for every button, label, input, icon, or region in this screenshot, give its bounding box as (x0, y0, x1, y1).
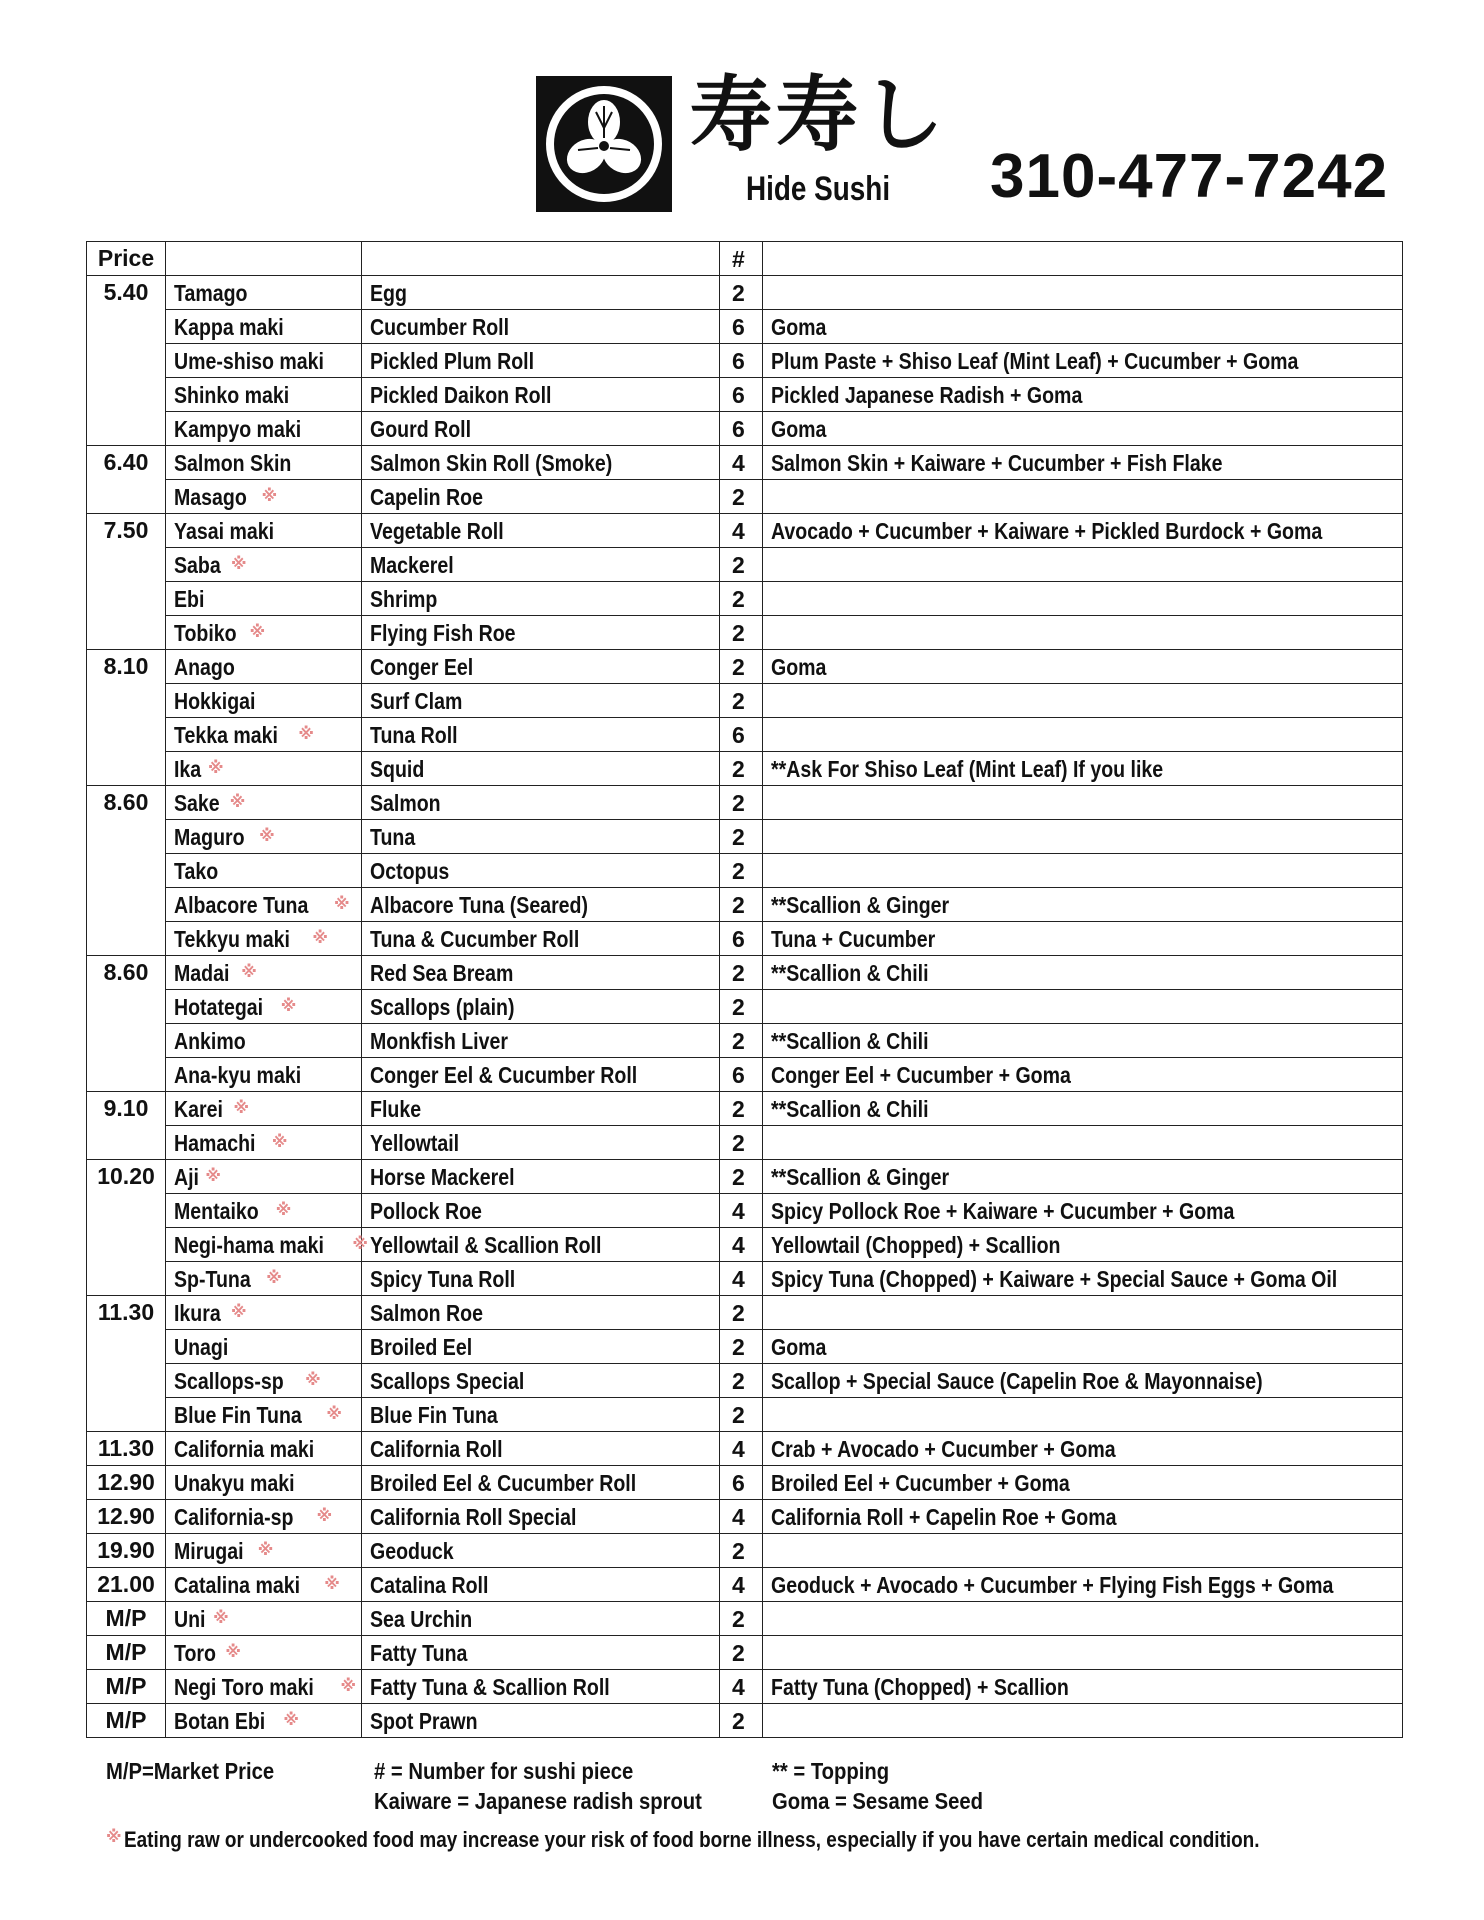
item-notes (763, 276, 1403, 310)
table-row (87, 1534, 1403, 1568)
piece-count: 6 (720, 922, 763, 956)
raw-warning-icon: ※ (275, 1201, 292, 1219)
item-notes (763, 1704, 1403, 1738)
item-name: Hamachi ※ (166, 1126, 362, 1160)
piece-count: 4 (720, 1500, 763, 1534)
item-notes: **Scallion & Chili (763, 956, 1403, 990)
table-row (87, 684, 1403, 718)
item-english: Salmon Roe (362, 1296, 720, 1330)
item-name: Tako (166, 854, 362, 888)
table-row (87, 718, 1403, 752)
price-cell: M/P (87, 1670, 166, 1704)
piece-count: 4 (720, 1568, 763, 1602)
topping-note: ** = Topping (772, 1758, 890, 1784)
table-row (87, 1126, 1403, 1160)
raw-warning-icon: ※ (207, 759, 224, 777)
item-notes: **Scallion & Ginger (763, 1160, 1403, 1194)
table-row (87, 1432, 1403, 1466)
table-row (87, 922, 1403, 956)
raw-warning-icon: ※ (249, 623, 266, 641)
table-row (87, 310, 1403, 344)
piece-count: 2 (720, 276, 763, 310)
piece-count: 2 (720, 684, 763, 718)
item-english: Pollock Roe (362, 1194, 720, 1228)
flower-crest-icon (536, 76, 672, 212)
item-name: Kampyo maki (166, 412, 362, 446)
table-row (87, 276, 1403, 310)
price-cell: 8.10 (87, 650, 166, 786)
piece-count: 2 (720, 888, 763, 922)
price-cell: 10.20 (87, 1160, 166, 1296)
header-name (166, 242, 362, 276)
raw-warning-icon: ※ (225, 1643, 241, 1661)
piece-count: 2 (720, 1534, 763, 1568)
logo-kanji: 寿寿し (690, 67, 949, 163)
item-name: Karei ※ (166, 1092, 362, 1126)
piece-count: 2 (720, 616, 763, 650)
item-notes: Broiled Eel + Cucumber + Goma (763, 1466, 1403, 1500)
piece-count: 2 (720, 1398, 763, 1432)
raw-warning-icon: ※ (271, 1133, 288, 1151)
table-row (87, 412, 1403, 446)
piece-count: 2 (720, 1364, 763, 1398)
item-notes (763, 616, 1403, 650)
item-english: Spot Prawn (362, 1704, 720, 1738)
item-notes (763, 582, 1403, 616)
item-name: Ebi (166, 582, 362, 616)
item-english: Broiled Eel (362, 1330, 720, 1364)
item-english: Salmon (362, 786, 720, 820)
kaiware-note: Kaiware = Japanese radish sprout (374, 1788, 702, 1814)
raw-warning-icon: ※ (257, 1541, 274, 1559)
table-row (87, 956, 1403, 990)
item-notes (763, 1398, 1403, 1432)
table-row (87, 1160, 1403, 1194)
item-notes: Crab + Avocado + Cucumber + Goma (763, 1432, 1403, 1466)
price-cell: 8.60 (87, 956, 166, 1092)
item-notes (763, 718, 1403, 752)
piece-count: 2 (720, 480, 763, 514)
piece-count: 6 (720, 1466, 763, 1500)
item-name: Sp-Tuna ※ (166, 1262, 362, 1296)
item-name: Madai ※ (166, 956, 362, 990)
item-name: Negi-hama maki ※ (166, 1228, 362, 1262)
table-row (87, 1568, 1403, 1602)
piece-count: 2 (720, 1126, 763, 1160)
item-notes: Pickled Japanese Radish + Goma (763, 378, 1403, 412)
item-english: California Roll Special (362, 1500, 720, 1534)
item-notes (763, 990, 1403, 1024)
item-english: Sea Urchin (362, 1602, 720, 1636)
header-notes (763, 242, 1403, 276)
item-name: Tobiko ※ (166, 616, 362, 650)
piece-count: 4 (720, 1670, 763, 1704)
table-row (87, 344, 1403, 378)
item-english: Spicy Tuna Roll (362, 1262, 720, 1296)
item-notes: Spicy Tuna (Chopped) + Kaiware + Special Sauce + Goma Oil (763, 1262, 1403, 1296)
item-english: Blue Fin Tuna (362, 1398, 720, 1432)
item-name: Sake ※ (166, 786, 362, 820)
raw-warning-icon: ※ (261, 487, 278, 505)
piece-count: 6 (720, 378, 763, 412)
item-english: Shrimp (362, 582, 720, 616)
raw-warning-icon: ※ (316, 1507, 333, 1525)
raw-warning-icon: ※ (352, 1235, 368, 1253)
page-header (0, 0, 1484, 240)
piece-count: 2 (720, 990, 763, 1024)
item-name: Uni ※ (166, 1602, 362, 1636)
item-english: Pickled Plum Roll (362, 344, 720, 378)
item-notes: Tuna + Cucumber (763, 922, 1403, 956)
price-cell: 6.40 (87, 446, 166, 514)
table-row (87, 1466, 1403, 1500)
item-notes: Scallop + Special Sauce (Capelin Roe & Mayonnaise) (763, 1364, 1403, 1398)
table-row (87, 378, 1403, 412)
item-english: Tuna Roll (362, 718, 720, 752)
piece-count: 4 (720, 1228, 763, 1262)
raw-warning-icon: ※ (213, 1609, 229, 1627)
menu-body (87, 276, 1403, 1738)
piece-count: 4 (720, 1432, 763, 1466)
piece-count: 2 (720, 1602, 763, 1636)
item-english: Octopus (362, 854, 720, 888)
phone-number: 310-477-7242 (990, 142, 1389, 211)
item-english: Salmon Skin Roll (Smoke) (362, 446, 720, 480)
item-name: Mirugai ※ (166, 1534, 362, 1568)
item-name: Tekka maki ※ (166, 718, 362, 752)
table-row (87, 1092, 1403, 1126)
item-name: Blue Fin Tuna ※ (166, 1398, 362, 1432)
item-name: Scallops-sp ※ (166, 1364, 362, 1398)
price-cell: 9.10 (87, 1092, 166, 1160)
piece-count: 6 (720, 1058, 763, 1092)
table-row (87, 514, 1403, 548)
item-name: Yasai maki (166, 514, 362, 548)
price-cell: 7.50 (87, 514, 166, 650)
item-notes: Goma (763, 310, 1403, 344)
table-row (87, 1364, 1403, 1398)
item-notes (763, 1602, 1403, 1636)
raw-warning-icon: ※ (230, 555, 247, 573)
raw-warning-icon: ※ (106, 1829, 122, 1846)
item-notes: Plum Paste + Shiso Leaf (Mint Leaf) + Cucumber + Goma (763, 344, 1403, 378)
item-notes (763, 854, 1403, 888)
table-row (87, 1704, 1403, 1738)
price-cell: 12.90 (87, 1500, 166, 1534)
item-name: Ankimo (166, 1024, 362, 1058)
item-name: California maki (166, 1432, 362, 1466)
price-cell: M/P (87, 1704, 166, 1738)
item-name: Unakyu maki (166, 1466, 362, 1500)
raw-warning-icon: ※ (233, 1099, 250, 1117)
item-name: Tekkyu maki ※ (166, 922, 362, 956)
price-cell: 5.40 (87, 276, 166, 446)
piece-count: 6 (720, 412, 763, 446)
item-english: Conger Eel & Cucumber Roll (362, 1058, 720, 1092)
raw-warning-icon: ※ (324, 1575, 340, 1593)
item-name: Kappa maki (166, 310, 362, 344)
piece-count: 2 (720, 1160, 763, 1194)
raw-warning-icon: ※ (259, 827, 275, 845)
item-english: Yellowtail & Scallion Roll (362, 1228, 720, 1262)
item-notes: Spicy Pollock Roe + Kaiware + Cucumber + Goma (763, 1194, 1403, 1228)
piece-count: 2 (720, 820, 763, 854)
table-row (87, 820, 1403, 854)
piece-count: 4 (720, 1194, 763, 1228)
raw-warning-icon: ※ (266, 1269, 282, 1287)
price-cell: 19.90 (87, 1534, 166, 1568)
item-english: Albacore Tuna (Seared) (362, 888, 720, 922)
item-english: Tuna (362, 820, 720, 854)
item-notes (763, 480, 1403, 514)
item-name: Ana-kyu maki (166, 1058, 362, 1092)
item-english: Horse Mackerel (362, 1160, 720, 1194)
price-cell: 21.00 (87, 1568, 166, 1602)
raw-warning-icon: ※ (229, 793, 246, 811)
price-cell: 11.30 (87, 1296, 166, 1432)
item-english: Geoduck (362, 1534, 720, 1568)
item-notes: Goma (763, 1330, 1403, 1364)
piece-count: 2 (720, 548, 763, 582)
item-notes: Yellowtail (Chopped) + Scallion (763, 1228, 1403, 1262)
item-notes (763, 1126, 1403, 1160)
goma-note: Goma = Sesame Seed (772, 1788, 983, 1814)
table-row (87, 854, 1403, 888)
piece-count: 4 (720, 1262, 763, 1296)
item-name: Aji ※ (166, 1160, 362, 1194)
item-name: Salmon Skin (166, 446, 362, 480)
table-row (87, 1500, 1403, 1534)
table-row (87, 1194, 1403, 1228)
table-row (87, 752, 1403, 786)
price-cell: 12.90 (87, 1466, 166, 1500)
raw-food-disclaimer: ※Eating raw or undercooked food may increase your risk of food borne illness, especially if you have certain medical condition. (106, 1827, 1260, 1852)
item-name: Unagi (166, 1330, 362, 1364)
menu-table (86, 241, 1403, 1738)
item-name: Shinko maki (166, 378, 362, 412)
item-name: Mentaiko ※ (166, 1194, 362, 1228)
logo (536, 76, 672, 212)
item-notes: Goma (763, 650, 1403, 684)
price-cell: 11.30 (87, 1432, 166, 1466)
piece-count: 2 (720, 1092, 763, 1126)
item-name: Ume-shiso maki (166, 344, 362, 378)
piece-count: 2 (720, 786, 763, 820)
item-english: California Roll (362, 1432, 720, 1466)
item-english: Scallops Special (362, 1364, 720, 1398)
table-row (87, 480, 1403, 514)
item-name: Negi Toro maki ※ (166, 1670, 362, 1704)
item-english: Flying Fish Roe (362, 616, 720, 650)
table-row (87, 1058, 1403, 1092)
table-row (87, 1670, 1403, 1704)
raw-warning-icon: ※ (298, 725, 314, 743)
item-english: Fatty Tuna & Scallion Roll (362, 1670, 720, 1704)
raw-warning-icon: ※ (334, 895, 350, 913)
price-cell: 8.60 (87, 786, 166, 956)
item-name: Masago ※ (166, 480, 362, 514)
item-notes: Fatty Tuna (Chopped) + Scallion (763, 1670, 1403, 1704)
piece-count: 6 (720, 344, 763, 378)
item-english: Pickled Daikon Roll (362, 378, 720, 412)
item-name: Saba ※ (166, 548, 362, 582)
table-row (87, 888, 1403, 922)
piece-count: 2 (720, 854, 763, 888)
raw-warning-icon: ※ (230, 1303, 247, 1321)
piece-count: 6 (720, 310, 763, 344)
item-english: Vegetable Roll (362, 514, 720, 548)
item-notes: Goma (763, 412, 1403, 446)
item-english: Cucumber Roll (362, 310, 720, 344)
item-name: Catalina maki ※ (166, 1568, 362, 1602)
item-notes: **Scallion & Ginger (763, 888, 1403, 922)
table-row (87, 446, 1403, 480)
piece-count: 2 (720, 752, 763, 786)
item-name: Hokkigai (166, 684, 362, 718)
item-notes (763, 820, 1403, 854)
table-row (87, 582, 1403, 616)
table-row (87, 548, 1403, 582)
raw-warning-icon: ※ (241, 963, 257, 981)
item-english: Red Sea Bream (362, 956, 720, 990)
item-name: Albacore Tuna ※ (166, 888, 362, 922)
piece-count: 4 (720, 514, 763, 548)
piece-count: 2 (720, 1636, 763, 1670)
table-row (87, 616, 1403, 650)
item-notes (763, 684, 1403, 718)
item-english: Squid (362, 752, 720, 786)
table-row (87, 1296, 1403, 1330)
item-english: Yellowtail (362, 1126, 720, 1160)
raw-warning-icon: ※ (305, 1371, 321, 1389)
price-cell: M/P (87, 1636, 166, 1670)
item-english: Gourd Roll (362, 412, 720, 446)
item-name: Botan Ebi ※ (166, 1704, 362, 1738)
piece-count: 2 (720, 650, 763, 684)
piece-count: 2 (720, 582, 763, 616)
number-note: # = Number for sushi piece (374, 1758, 634, 1784)
raw-warning-icon: ※ (340, 1677, 356, 1695)
price-cell: M/P (87, 1602, 166, 1636)
item-english: Egg (362, 276, 720, 310)
piece-count: 4 (720, 446, 763, 480)
item-english: Scallops (plain) (362, 990, 720, 1024)
item-notes: Geoduck + Avocado + Cucumber + Flying Fish Eggs + Goma (763, 1568, 1403, 1602)
item-english: Fatty Tuna (362, 1636, 720, 1670)
item-english: Fluke (362, 1092, 720, 1126)
raw-warning-icon: ※ (312, 929, 328, 947)
piece-count: 2 (720, 956, 763, 990)
piece-count: 6 (720, 718, 763, 752)
header-english (362, 242, 720, 276)
item-english: Tuna & Cucumber Roll (362, 922, 720, 956)
raw-warning-icon: ※ (205, 1167, 221, 1185)
item-notes: **Ask For Shiso Leaf (Mint Leaf) If you like (763, 752, 1403, 786)
header-price: Price (87, 242, 166, 276)
item-notes: Avocado + Cucumber + Kaiware + Pickled Burdock + Goma (763, 514, 1403, 548)
table-row (87, 786, 1403, 820)
table-row (87, 1024, 1403, 1058)
table-row (87, 1262, 1403, 1296)
raw-warning-icon: ※ (283, 1711, 299, 1729)
item-notes: California Roll + Capelin Roe + Goma (763, 1500, 1403, 1534)
piece-count: 2 (720, 1296, 763, 1330)
table-row (87, 650, 1403, 684)
table-row (87, 1398, 1403, 1432)
item-english: Capelin Roe (362, 480, 720, 514)
item-name: Tamago (166, 276, 362, 310)
item-english: Mackerel (362, 548, 720, 582)
table-row (87, 1228, 1403, 1262)
item-name: Ikura ※ (166, 1296, 362, 1330)
item-notes: Conger Eel + Cucumber + Goma (763, 1058, 1403, 1092)
table-row (87, 1602, 1403, 1636)
table-header-row (87, 242, 1403, 276)
item-notes (763, 786, 1403, 820)
item-english: Broiled Eel & Cucumber Roll (362, 1466, 720, 1500)
item-name: Anago (166, 650, 362, 684)
item-name: Hotategai ※ (166, 990, 362, 1024)
item-name: Maguro ※ (166, 820, 362, 854)
item-notes: **Scallion & Chili (763, 1092, 1403, 1126)
item-english: Monkfish Liver (362, 1024, 720, 1058)
item-name: Toro ※ (166, 1636, 362, 1670)
piece-count: 2 (720, 1330, 763, 1364)
item-english: Catalina Roll (362, 1568, 720, 1602)
header-count: # (720, 242, 763, 276)
raw-warning-icon: ※ (326, 1405, 342, 1423)
item-english: Surf Clam (362, 684, 720, 718)
item-name: California-sp ※ (166, 1500, 362, 1534)
item-notes (763, 548, 1403, 582)
item-notes: **Scallion & Chili (763, 1024, 1403, 1058)
item-notes (763, 1534, 1403, 1568)
item-notes (763, 1636, 1403, 1670)
market-price-note: M/P=Market Price (106, 1758, 275, 1784)
table-row (87, 1636, 1403, 1670)
raw-warning-icon: ※ (280, 997, 297, 1015)
table-row (87, 1330, 1403, 1364)
restaurant-name: Hide Sushi (746, 170, 891, 208)
table-row (87, 990, 1403, 1024)
item-notes (763, 1296, 1403, 1330)
piece-count: 2 (720, 1704, 763, 1738)
piece-count: 2 (720, 1024, 763, 1058)
item-name: Ika ※ (166, 752, 362, 786)
item-notes: Salmon Skin + Kaiware + Cucumber + Fish Flake (763, 446, 1403, 480)
item-english: Conger Eel (362, 650, 720, 684)
